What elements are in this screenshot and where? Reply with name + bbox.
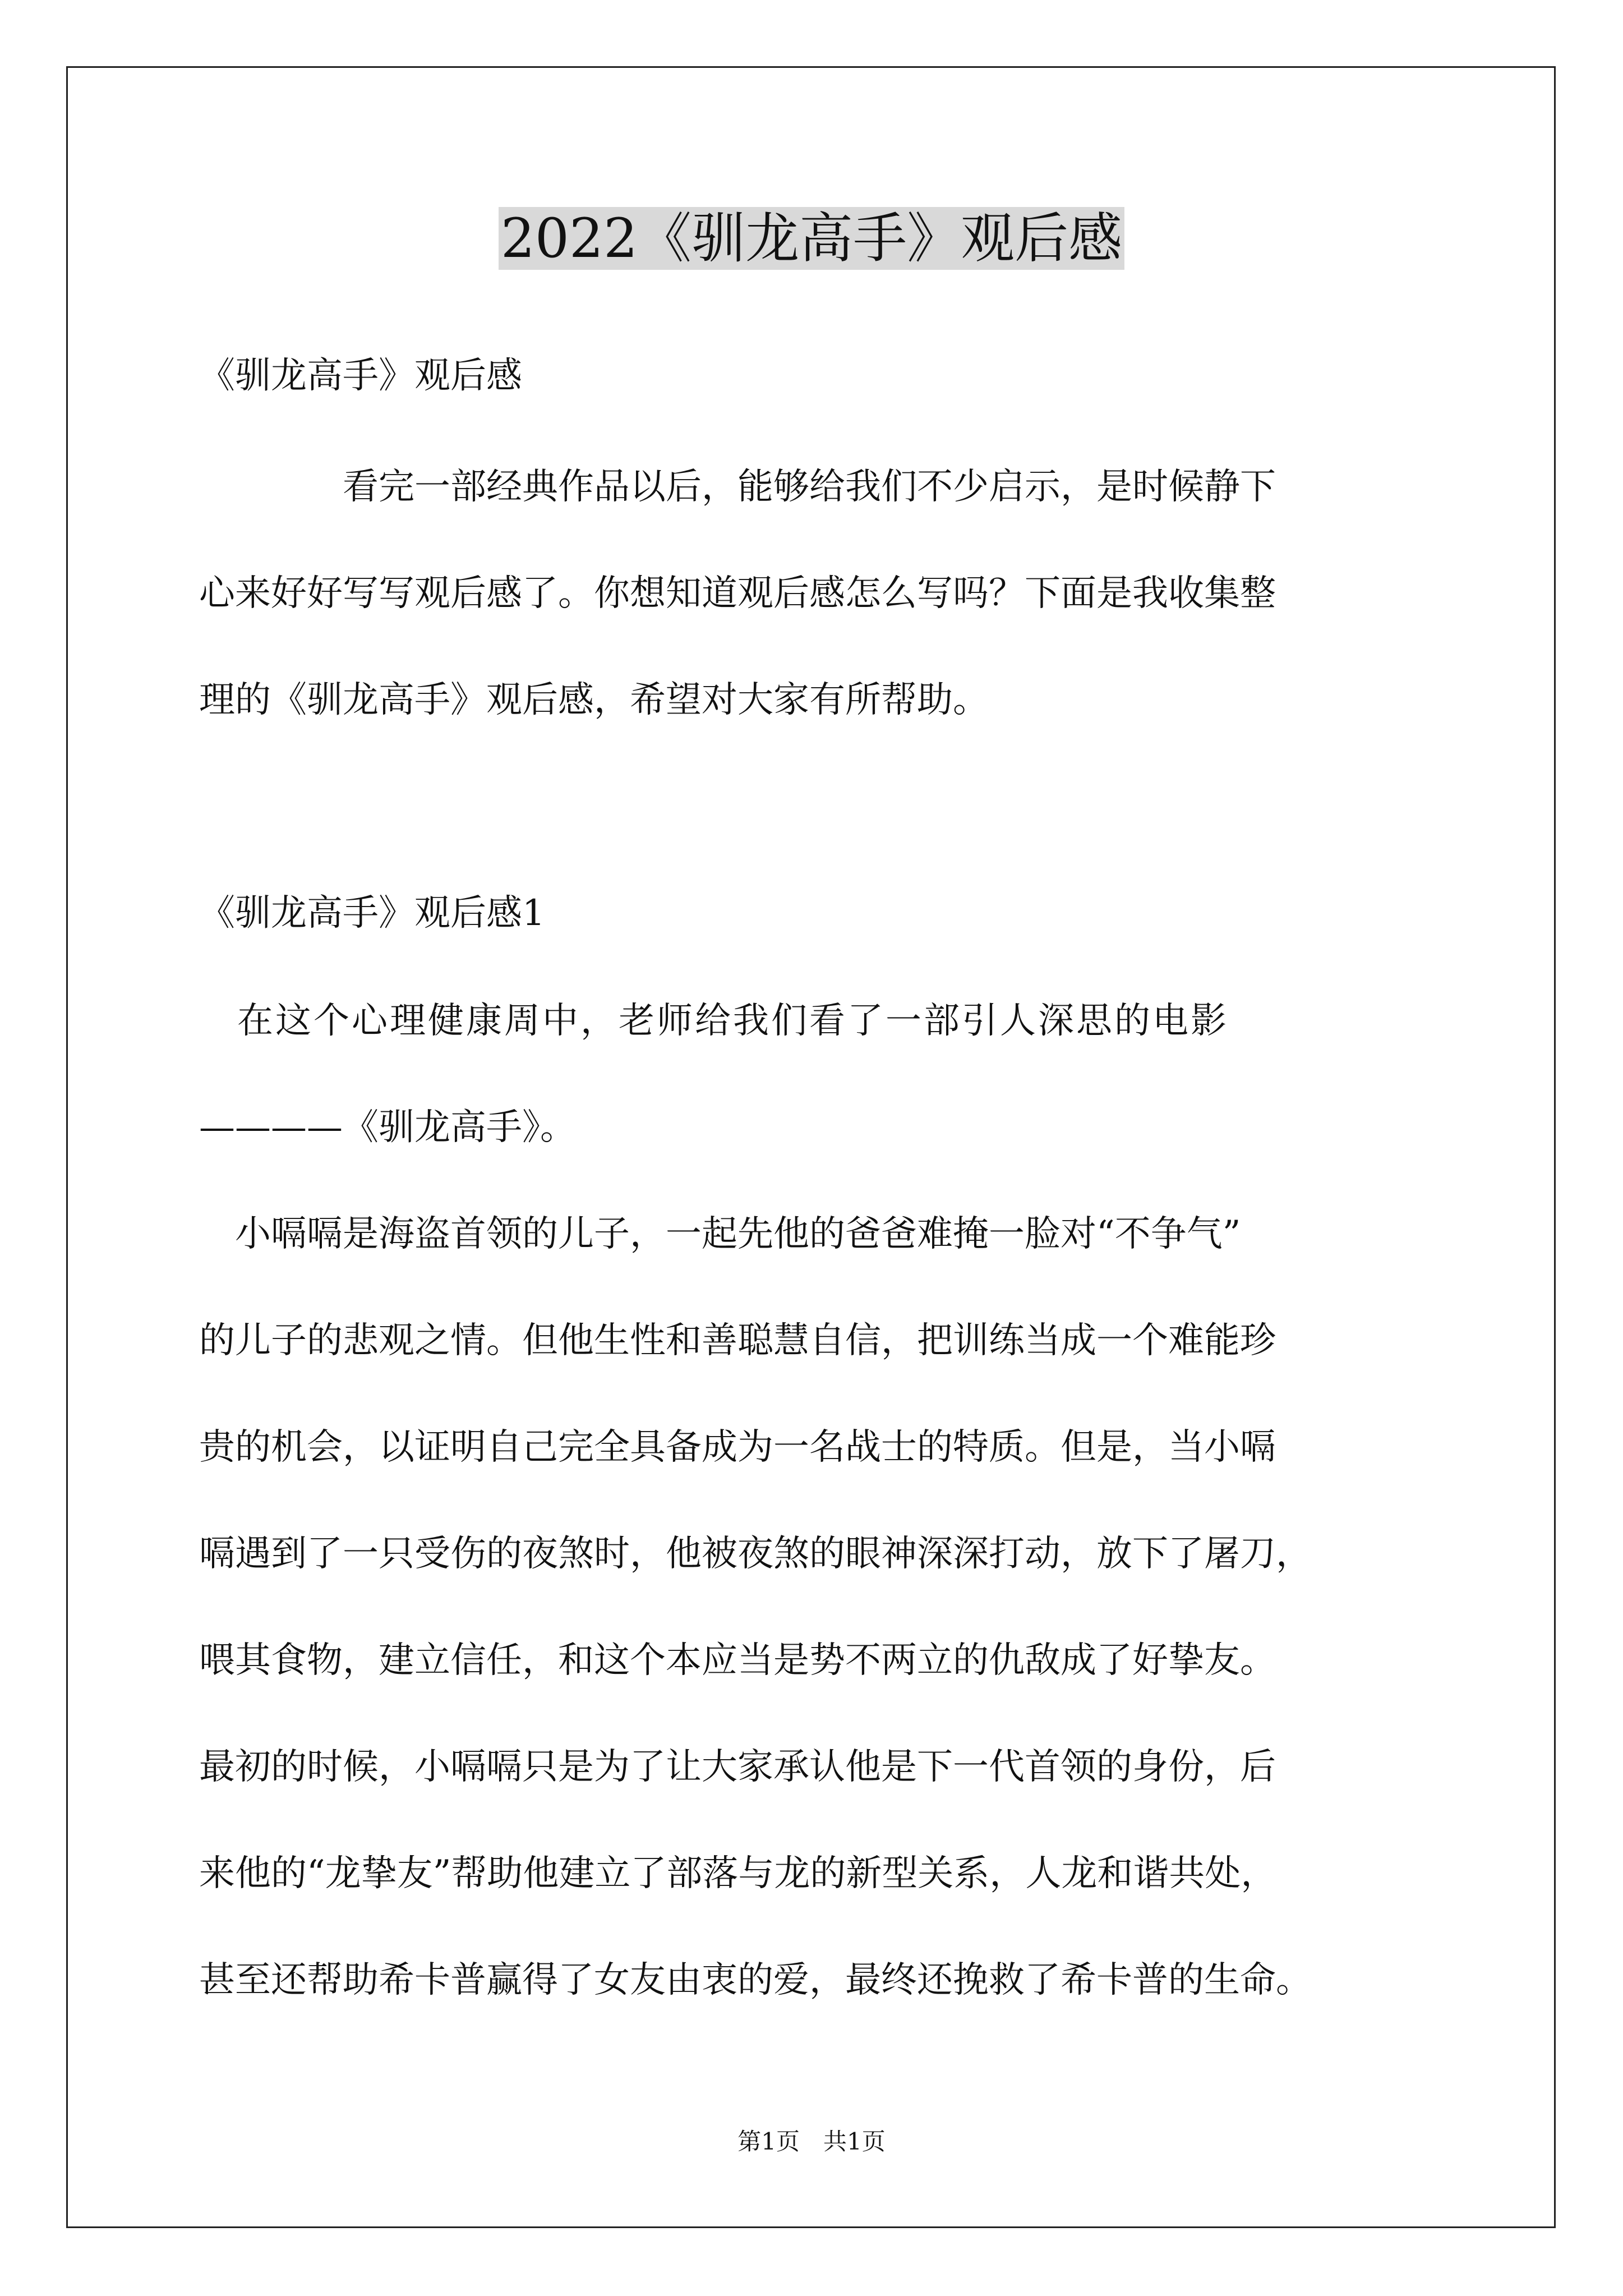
intro-line-1: 看完一部经典作品以后，能够给我们不少启示，是时候静下 <box>199 466 1276 508</box>
body-line-2: ————《驯龙高手》。 <box>199 1107 576 1148</box>
body-line-4: 的儿子的悲观之情。但他生性和善聪慧自信，把训练当成一个难能珍 <box>199 1320 1276 1361</box>
section-heading: 《驯龙高手》观后感1 <box>199 892 545 934</box>
body-line-3: 小嗝嗝是海盗首领的儿子，一起先他的爸爸难掩一脸对“不争气” <box>199 1213 1241 1255</box>
body-line-7: 喂其食物，建立信任，和这个本应当是势不两立的仇敌成了好挚友。 <box>199 1640 1276 1681</box>
body-line-5: 贵的机会，以证明自己完全具备成为一名战士的特质。但是，当小嗝 <box>199 1427 1276 1468</box>
subtitle: 《驯龙高手》观后感 <box>199 355 522 397</box>
intro-line-3: 理的《驯龙高手》观后感，希望对大家有所帮助。 <box>199 679 989 721</box>
body-line-1: 在这个心理健康周中，老师给我们看了一部引人深思的电影 <box>199 1000 1229 1042</box>
intro-line-2: 心来好好写写观后感了。你想知道观后感怎么写吗？下面是我收集整 <box>199 573 1276 614</box>
body-line-10: 甚至还帮助希卡普赢得了女友由衷的爱，最终还挽救了希卡普的生命。 <box>199 1959 1312 2001</box>
document-title <box>0 199 1623 278</box>
body-line-6: 嗝遇到了一只受伤的夜煞时，他被夜煞的眼神深深打动，放下了屠刀， <box>199 1533 1312 1575</box>
body-line-8: 最初的时候，小嗝嗝只是为了让大家承认他是下一代首领的身份，后 <box>199 1746 1276 1788</box>
document-title-text: 2022《驯龙高手》观后感 <box>499 207 1124 270</box>
page-footer: 第1页 共1页 <box>737 2128 886 2155</box>
body-line-9: 来他的“龙挚友”帮助他建立了部落与龙的新型关系，人龙和谐共处， <box>199 1853 1277 1894</box>
